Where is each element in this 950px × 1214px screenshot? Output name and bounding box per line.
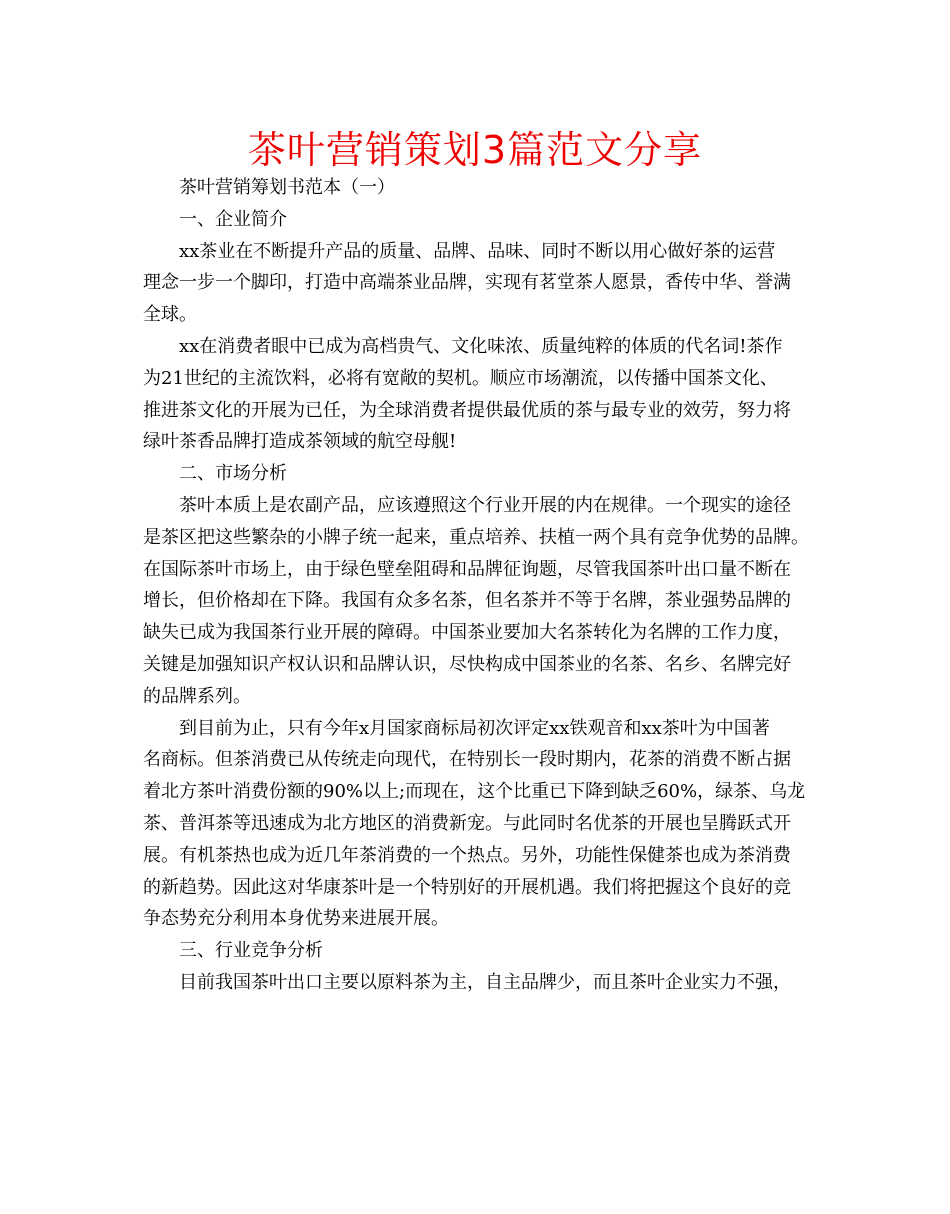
text-line: 增长，但价格却在下降。我国有众多名茶，但名茶并不等于名牌，茶业强势品牌的 <box>143 590 791 612</box>
text-line: 到目前为止，只有今年x月国家商标局初次评定xx铁观音和xx茶叶为中国著 <box>179 717 770 739</box>
text-line: 争态势充分利用本身优势来进展开展。 <box>143 908 449 930</box>
text-line: 绿叶茶香品牌打造成茶领域的航空母舰! <box>143 431 457 453</box>
text-line: 是茶区把这些繁杂的小牌子统一起来，重点培养、扶植一两个具有竞争优势的品牌。 <box>143 526 809 548</box>
text-line: 全球。 <box>143 304 197 326</box>
text-line: 关键是加强知识产权认识和品牌认识，尽快构成中国茶业的名茶、名乡、名牌完好 <box>143 653 791 675</box>
text-line: xx茶业在不断提升产品的质量、品牌、品味、同时不断以用心做好茶的运营 <box>179 240 776 262</box>
text-line: 茶叶营销筹划书范本（一） <box>179 177 395 198</box>
document-body <box>143 172 823 999</box>
text-line: 目前我国茶叶出口主要以原料茶为主，自主品牌少，而且茶叶企业实力不强， <box>179 971 791 993</box>
text-line: 理念一步一个脚印，打造中高端茶业品牌，实现有茗堂茶人愿景，香传中华、誉满 <box>143 272 791 294</box>
text-line: 展。有机茶热也成为近几年茶消费的一个热点。另外，功能性保健茶也成为茶消费 <box>143 844 791 866</box>
text-line: 为21世纪的主流饮料，必将有宽敞的契机。顺应市场潮流，以传播中国茶文化、 <box>143 367 778 389</box>
text-line: 的新趋势。因此这对华康茶叶是一个特别好的开展机遇。我们将把握这个良好的竞 <box>143 876 791 898</box>
text-line: 着北方茶叶消费份额的90%以上;而现在，这个比重已下降到缺乏60%，绿茶、乌龙 <box>143 781 806 803</box>
document-title: 茶叶营销策划3篇范文分享 <box>247 128 703 172</box>
text-line: 三、行业竞争分析 <box>179 940 323 962</box>
text-line: 一、企业简介 <box>179 208 287 230</box>
text-line: 推进茶文化的开展为已任，为全球消费者提供最优质的茶与最专业的效劳，努力将 <box>143 399 791 421</box>
text-line: 在国际茶叶市场上，由于绿色壁垒阻碍和品牌征询题，尽管我国茶叶出口量不断在 <box>143 558 791 580</box>
text-line: xx在消费者眼中已成为高档贵气、文化味浓、质量纯粹的体质的代名词!茶作 <box>179 335 783 357</box>
text-line: 的品牌系列。 <box>143 685 251 707</box>
text-line: 茶、普洱茶等迅速成为北方地区的消费新宠。与此同时名优茶的开展也呈腾跃式开 <box>143 812 791 834</box>
text-line: 二、市场分析 <box>179 463 287 485</box>
text-line: 名商标。但茶消费已从传统走向现代，在特别长一段时期内，花茶的消费不断占据 <box>143 749 791 771</box>
text-line: 缺失已成为我国茶行业开展的障碍。中国茶业要加大名茶转化为名牌的工作力度， <box>143 622 791 644</box>
text-line: 茶叶本质上是农副产品，应该遵照这个行业开展的内在规律。一个现实的途径 <box>179 494 791 516</box>
